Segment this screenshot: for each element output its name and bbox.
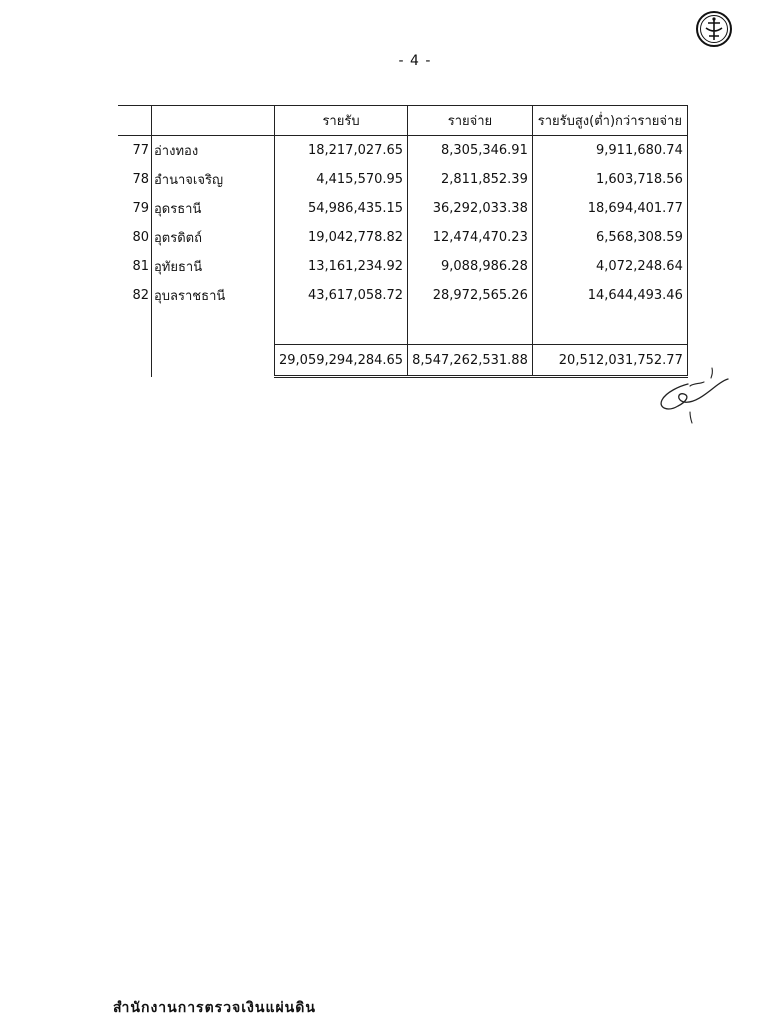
province-name: อุบลราชธานี: [152, 281, 275, 310]
difference-cell: 6,568,308.59: [532, 223, 687, 252]
page-number: - 4 -: [398, 53, 432, 69]
totals-row: [118, 345, 687, 377]
expense-cell: 12,474,470.23: [408, 223, 533, 252]
revenue-cell: 4,415,570.95: [275, 165, 408, 194]
table-header-row: [118, 106, 687, 136]
expense-cell: 36,292,033.38: [408, 194, 533, 223]
revenue-cell: 19,042,778.82: [275, 223, 408, 252]
table-row: [118, 194, 687, 223]
header-expense: รายจ่าย: [408, 106, 533, 136]
header-difference: รายรับสูง(ต่ำ)กว่ารายจ่าย: [532, 106, 687, 136]
difference-cell: 4,072,248.64: [532, 252, 687, 281]
expense-cell: 2,811,852.39: [408, 165, 533, 194]
difference-cell: 1,603,718.56: [532, 165, 687, 194]
table-spacer-row: [118, 310, 687, 345]
header-revenue: รายรับ: [275, 106, 408, 136]
revenue-cell: 43,617,058.72: [275, 281, 408, 310]
expense-cell: 9,088,986.28: [408, 252, 533, 281]
table-row: [118, 252, 687, 281]
total-difference: 20,512,031,752.77: [532, 345, 687, 377]
difference-cell: 9,911,680.74: [532, 136, 687, 166]
row-number: 78: [118, 165, 152, 194]
row-number: 80: [118, 223, 152, 252]
total-expense: 8,547,262,531.88: [408, 345, 533, 377]
table-row: [118, 136, 687, 166]
province-name: อ่างทอง: [152, 136, 275, 166]
row-number: 77: [118, 136, 152, 166]
expense-cell: 8,305,346.91: [408, 136, 533, 166]
province-name: อุดรธานี: [152, 194, 275, 223]
table-row: [118, 223, 687, 252]
footer-agency-name: สำนักงานการตรวจเงินแผ่นดิน: [113, 1000, 316, 1016]
revenue-cell: 18,217,027.65: [275, 136, 408, 166]
header-name: [152, 106, 275, 136]
revenue-cell: 13,161,234.92: [275, 252, 408, 281]
row-number: 81: [118, 252, 152, 281]
province-name: อุตรดิตถ์: [152, 223, 275, 252]
budget-table: [118, 105, 688, 378]
table-row: [118, 281, 687, 310]
expense-cell: 28,972,565.26: [408, 281, 533, 310]
total-revenue: 29,059,294,284.65: [275, 345, 408, 377]
revenue-cell: 54,986,435.15: [275, 194, 408, 223]
agency-seal-logo: [695, 10, 733, 48]
province-name: อุทัยธานี: [152, 252, 275, 281]
row-number: 79: [118, 194, 152, 223]
handwritten-signature: [650, 362, 730, 424]
difference-cell: 18,694,401.77: [532, 194, 687, 223]
difference-cell: 14,644,493.46: [532, 281, 687, 310]
header-number: [118, 106, 152, 136]
table-row: [118, 165, 687, 194]
province-name: อำนาจเจริญ: [152, 165, 275, 194]
row-number: 82: [118, 281, 152, 310]
